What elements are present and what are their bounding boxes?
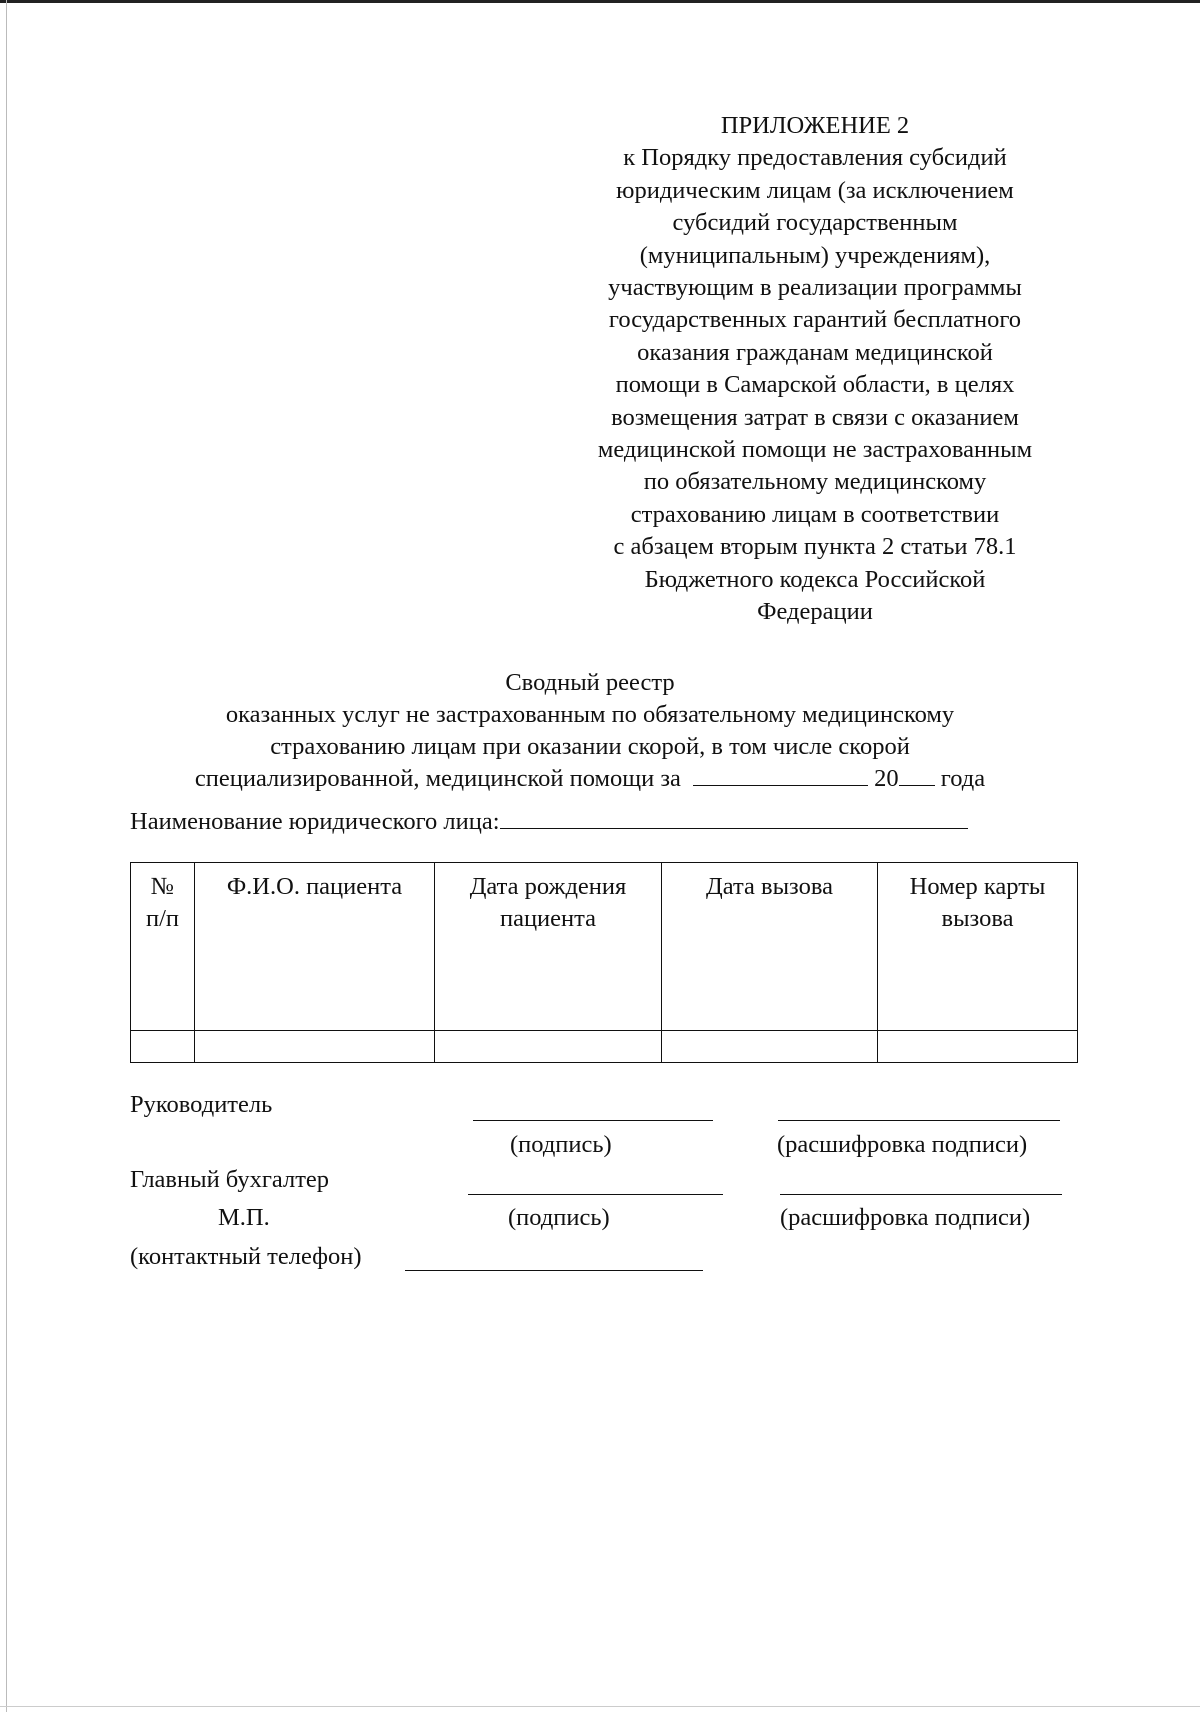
register-period-label: специализированной, медицинской помощи за xyxy=(194,765,681,792)
appendix-line: юридическим лицам (за исключением xyxy=(616,176,1014,204)
bottom-border-line xyxy=(0,1706,1200,1707)
appendix-heading: ПРИЛОЖЕНИЕ 2 xyxy=(720,112,910,139)
stamp-label: М.П. xyxy=(218,1204,270,1231)
appendix-line: страхованию лицам в соответствии xyxy=(630,500,1000,528)
appendix-line: медицинской помощи не застрахованным xyxy=(597,436,1033,464)
header-call-date: Дата вызова xyxy=(662,863,878,1031)
year-suffix: года xyxy=(940,765,986,792)
register-subtitle-line: оказанных услуг не застрахованным по обязательному медицинскому xyxy=(225,701,955,728)
table-row xyxy=(131,1031,1078,1063)
appendix-line: помощи в Самарской области, в целях xyxy=(615,371,1015,399)
appendix-line: (муниципальным) учреждениям), xyxy=(639,241,991,269)
table-cell[interactable] xyxy=(878,1031,1078,1063)
entity-name-row xyxy=(130,806,968,837)
register-title: Сводный реестр xyxy=(505,669,675,696)
appendix-line: Бюджетного кодекса Российской xyxy=(644,565,986,593)
head-signature-caption: (подпись) xyxy=(510,1131,612,1158)
header-call-card-number: Номер карты вызова xyxy=(878,863,1078,1031)
header-patient-name: Ф.И.О. пациента xyxy=(195,863,435,1031)
head-signature-line[interactable] xyxy=(473,1120,713,1121)
table-cell[interactable] xyxy=(435,1031,662,1063)
table-header-row xyxy=(131,863,1078,1031)
entity-name-field[interactable] xyxy=(500,806,968,829)
appendix-line: участвующим в реализации программы xyxy=(608,274,1022,302)
accountant-label: Главный бухгалтер xyxy=(130,1166,330,1193)
appendix-line: с абзацем вторым пункта 2 статьи 78.1 xyxy=(613,533,1017,561)
period-month-field[interactable] xyxy=(693,763,868,786)
entity-name-label: Наименование юридического лица: xyxy=(130,808,500,835)
table-cell[interactable] xyxy=(662,1031,878,1063)
register-subtitle-line: страхованию лицам при оказании скорой, в том числе скорой xyxy=(270,733,910,760)
head-decoding-caption: (расшифровка подписи) xyxy=(777,1131,1028,1158)
appendix-line: к Порядку предоставления субсидий xyxy=(623,144,1007,172)
appendix-line: субсидий государственным xyxy=(672,209,958,237)
register-period-line xyxy=(130,763,1050,795)
appendix-line: государственных гарантий бесплатного xyxy=(608,306,1022,334)
head-decoding-line[interactable] xyxy=(778,1120,1060,1121)
header-number: № п/п xyxy=(131,863,195,1031)
register-title-block xyxy=(130,667,1050,795)
appendix-line: возмещения затрат в связи с оказанием xyxy=(611,403,1019,431)
phone-field[interactable] xyxy=(405,1270,703,1271)
appendix-line: Федерации xyxy=(757,598,873,626)
phone-label: (контактный телефон) xyxy=(130,1243,362,1270)
registry-table xyxy=(130,862,1078,1063)
top-border-line xyxy=(0,0,1200,3)
header-birth-date: Дата рождения пациента xyxy=(435,863,662,1031)
appendix-header xyxy=(545,110,1085,629)
accountant-decoding-line[interactable] xyxy=(780,1194,1062,1195)
year-field[interactable] xyxy=(899,763,935,786)
table-cell[interactable] xyxy=(195,1031,435,1063)
head-label: Руководитель xyxy=(130,1091,273,1118)
year-prefix: 20 xyxy=(874,765,899,792)
accountant-signature-line[interactable] xyxy=(468,1194,723,1195)
accountant-decoding-caption: (расшифровка подписи) xyxy=(780,1204,1031,1231)
accountant-signature-caption: (подпись) xyxy=(508,1204,610,1231)
appendix-line: по обязательному медицинскому xyxy=(643,468,987,496)
left-border-line xyxy=(6,0,7,1712)
appendix-line: оказания гражданам медицинской xyxy=(637,338,993,366)
table-cell[interactable] xyxy=(131,1031,195,1063)
